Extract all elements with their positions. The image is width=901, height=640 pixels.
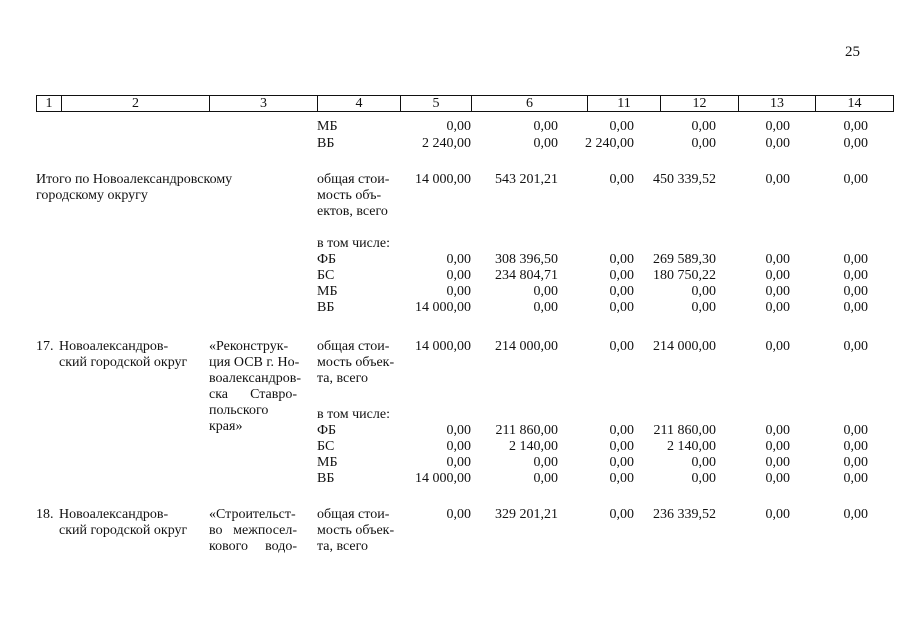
header-cell: 5	[401, 96, 472, 112]
col12-values: 269 589,30 180 750,22 0,00 0,00	[653, 252, 716, 315]
cell-col5: 0,00	[446, 507, 471, 522]
indicator-label: общая стои- мость объек- та, всего	[317, 507, 395, 554]
header-cell: 13	[739, 96, 816, 112]
item-org-name: Новоалександров- ский городской округ	[59, 339, 188, 370]
indicator-label: общая стои- мость объ- ектов, всего	[317, 172, 390, 219]
item-org-name: Новоалександров- ский городской округ	[59, 507, 188, 538]
item-number: 18.	[36, 507, 54, 522]
cell-col11: 0,00	[609, 507, 634, 522]
item-number: 17.	[36, 339, 54, 354]
header-cell: 4	[318, 96, 401, 112]
header-cell: 2	[62, 96, 210, 112]
header-cell: 3	[210, 96, 318, 112]
cell-col14: 0,00	[843, 119, 868, 134]
cell-col14: 0,00	[843, 172, 868, 187]
indicator-label: общая стои- мость объек- та, всего	[317, 339, 395, 386]
col14-values: 0,00 0,00 0,00 0,00	[843, 423, 868, 486]
cell-col11: 0,00	[609, 339, 634, 354]
col5-values: 0,00 0,00 0,00 14 000,00	[415, 252, 471, 315]
cell-col14: 0,00	[843, 507, 868, 522]
cell-col11: 0,00	[609, 119, 634, 134]
col13-values: 0,00 0,00 0,00 0,00	[765, 423, 790, 486]
incl-label: в том числе:	[317, 407, 390, 422]
object-name: «Строительст- во межпосел- кового водо-	[209, 507, 297, 554]
col6-values: 211 860,00 2 140,00 0,00 0,00	[495, 423, 558, 486]
cell-col12: 0,00	[691, 136, 716, 151]
cell-col13: 0,00	[765, 507, 790, 522]
cell-col13: 0,00	[765, 339, 790, 354]
cell-col14: 0,00	[843, 136, 868, 151]
cell-col5: 0,00	[446, 119, 471, 134]
col5-values: 0,00 0,00 0,00 14 000,00	[415, 423, 471, 486]
cell-col6: 214 000,00	[495, 339, 558, 354]
cell-col14: 0,00	[843, 339, 868, 354]
page-number: 25	[845, 44, 860, 60]
cell-col11: 2 240,00	[585, 136, 634, 151]
object-name: «Реконструк- ция ОСВ г. Но- воалександров- ска Ставро- польского края»	[209, 339, 301, 434]
cell-col5: 14 000,00	[415, 339, 471, 354]
cell-col5: 2 240,00	[422, 136, 471, 151]
col11-values: 0,00 0,00 0,00 0,00	[609, 423, 634, 486]
cell-col11: 0,00	[609, 172, 634, 187]
col13-values: 0,00 0,00 0,00 0,00	[765, 252, 790, 315]
cell-col12: 214 000,00	[653, 339, 716, 354]
source-label: ВБ	[317, 136, 335, 151]
cell-col5: 14 000,00	[415, 172, 471, 187]
col11-values: 0,00 0,00 0,00 0,00	[609, 252, 634, 315]
header-cell: 12	[661, 96, 739, 112]
header-cell: 6	[472, 96, 588, 112]
incl-label: в том числе:	[317, 236, 390, 251]
header-cell: 1	[37, 96, 62, 112]
total-org-name: Итого по Новоалександровскому городскому округу	[36, 172, 233, 203]
source-label: МБ	[317, 119, 338, 134]
cell-col6: 0,00	[533, 136, 558, 151]
cell-col13: 0,00	[765, 172, 790, 187]
cell-col6: 0,00	[533, 119, 558, 134]
cell-col6: 329 201,21	[495, 507, 558, 522]
col6-values: 308 396,50 234 804,71 0,00 0,00	[495, 252, 558, 315]
cell-col12: 0,00	[691, 119, 716, 134]
cell-col12: 236 339,52	[653, 507, 716, 522]
col12-values: 211 860,00 2 140,00 0,00 0,00	[653, 423, 716, 486]
source-labels: ФБ БС МБ ВБ	[317, 423, 338, 486]
cell-col13: 0,00	[765, 119, 790, 134]
source-labels: ФБ БС МБ ВБ	[317, 252, 338, 315]
header-cell: 11	[588, 96, 661, 112]
cell-col6: 543 201,21	[495, 172, 558, 187]
col14-values: 0,00 0,00 0,00 0,00	[843, 252, 868, 315]
header-cell: 14	[816, 96, 894, 112]
cell-col12: 450 339,52	[653, 172, 716, 187]
column-number-header	[36, 95, 894, 112]
cell-col13: 0,00	[765, 136, 790, 151]
